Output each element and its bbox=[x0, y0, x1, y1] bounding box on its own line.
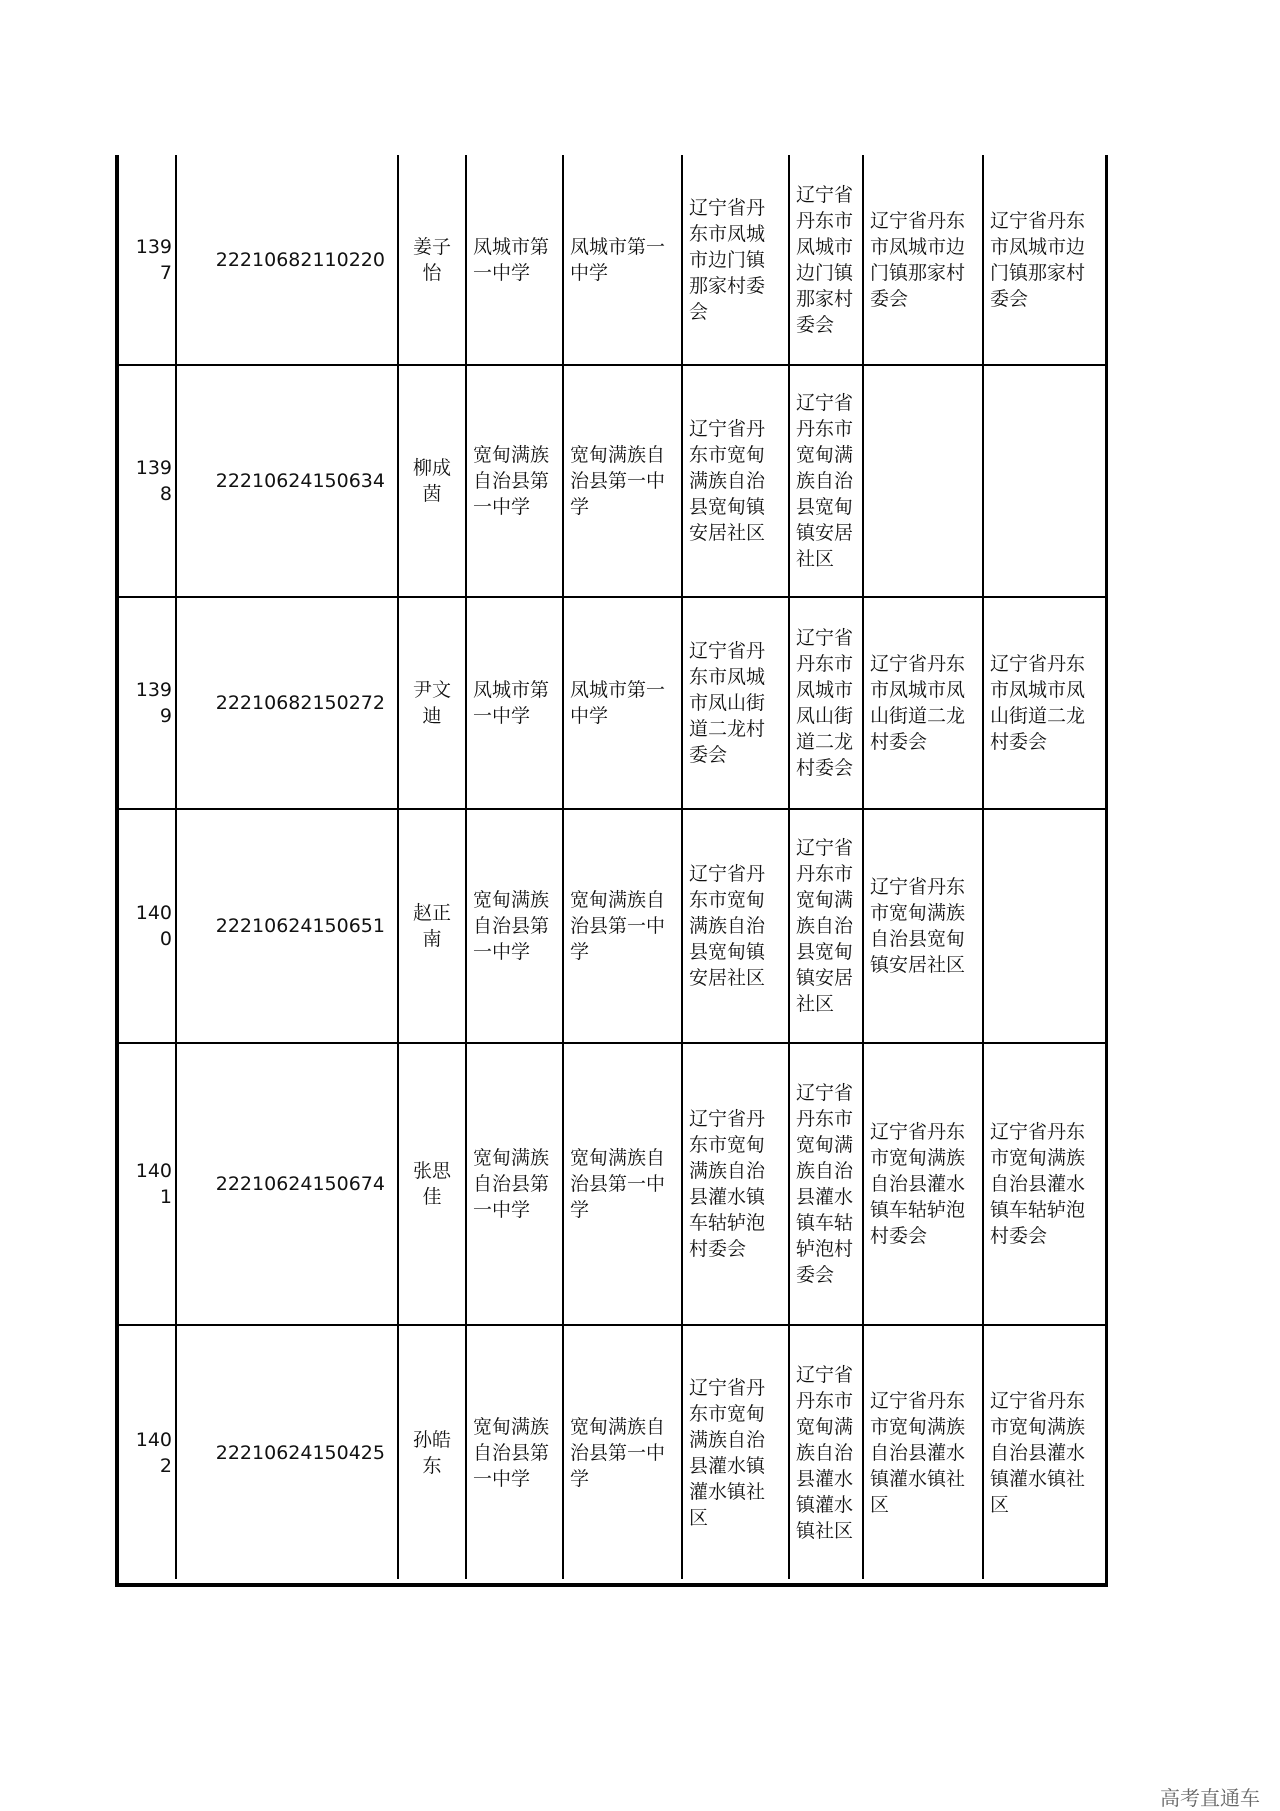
address-2: 辽宁省丹东市宽甸满族自治县灌水镇车轱轳泡村委会 bbox=[789, 1043, 863, 1325]
row-index: 1402 bbox=[119, 1325, 176, 1579]
address-3: 辽宁省丹东市凤城市凤山街道二龙村委会 bbox=[863, 597, 983, 809]
school-name: 宽甸满族自治县第一中学 bbox=[466, 1043, 563, 1325]
address-2: 辽宁省丹东市宽甸满族自治县灌水镇灌水镇社区 bbox=[789, 1325, 863, 1579]
student-name: 孙皓东 bbox=[398, 1325, 466, 1579]
address-1: 辽宁省丹东市宽甸满族自治县灌水镇车轱轳泡村委会 bbox=[682, 1043, 789, 1325]
row-index: 1397 bbox=[135, 235, 172, 284]
table-row bbox=[119, 809, 1105, 1043]
roster-table bbox=[115, 155, 1108, 1587]
exam-number: 22210682150272 bbox=[176, 597, 398, 809]
address-3: 辽宁省丹东市宽甸满族自治县灌水镇灌水镇社区 bbox=[863, 1325, 983, 1579]
school-name: 宽甸满族自治县第一中学 bbox=[466, 365, 563, 597]
table-row bbox=[119, 1325, 1105, 1579]
exam-number: 22210682110220 bbox=[176, 155, 398, 365]
address-2: 辽宁省丹东市宽甸满族自治县宽甸镇安居社区 bbox=[789, 365, 863, 597]
address-3: 辽宁省丹东市宽甸满族自治县宽甸镇安居社区 bbox=[863, 809, 983, 1043]
address-4 bbox=[983, 809, 1105, 1043]
row-index: 1399 bbox=[119, 597, 176, 809]
school-name-2: 宽甸满族自治县第一中学 bbox=[563, 1043, 682, 1325]
address-1: 辽宁省丹东市宽甸满族自治县灌水镇灌水镇社区 bbox=[682, 1325, 789, 1579]
address-4: 辽宁省丹东市宽甸满族自治县灌水镇车轱轳泡村委会 bbox=[983, 1043, 1105, 1325]
table-row bbox=[119, 155, 1105, 365]
student-name: 尹文迪 bbox=[398, 597, 466, 809]
row-index: 1401 bbox=[119, 1043, 176, 1325]
row-index: 1400 bbox=[119, 809, 176, 1043]
address-2: 辽宁省丹东市宽甸满族自治县宽甸镇安居社区 bbox=[789, 809, 863, 1043]
address-4: 辽宁省丹东市凤城市凤山街道二龙村委会 bbox=[983, 597, 1105, 809]
table-row bbox=[119, 597, 1105, 809]
exam-number: 22210624150425 bbox=[176, 1325, 398, 1579]
address-2: 辽宁省丹东市凤城市边门镇那家村委会 bbox=[789, 155, 863, 365]
address-4: 辽宁省丹东市凤城市边门镇那家村委会 bbox=[983, 155, 1105, 365]
exam-number: 22210624150651 bbox=[176, 809, 398, 1043]
address-1: 辽宁省丹东市宽甸满族自治县宽甸镇安居社区 bbox=[682, 809, 789, 1043]
address-1: 辽宁省丹东市凤城市边门镇那家村委会 bbox=[682, 155, 789, 365]
student-name: 柳成茵 bbox=[398, 365, 466, 597]
school-name-2: 宽甸满族自治县第一中学 bbox=[563, 809, 682, 1043]
address-3 bbox=[863, 365, 983, 597]
exam-number: 22210624150674 bbox=[176, 1043, 398, 1325]
exam-number: 22210624150634 bbox=[176, 365, 398, 597]
address-4 bbox=[983, 365, 1105, 597]
address-3: 辽宁省丹东市宽甸满族自治县灌水镇车轱轳泡村委会 bbox=[863, 1043, 983, 1325]
address-3: 辽宁省丹东市凤城市边门镇那家村委会 bbox=[863, 155, 983, 365]
student-name: 姜子怡 bbox=[398, 155, 466, 365]
school-name-2: 宽甸满族自治县第一中学 bbox=[563, 1325, 682, 1579]
table-row bbox=[119, 1043, 1105, 1325]
watermark-text: 高考直通车 bbox=[1160, 1786, 1260, 1810]
table-row bbox=[119, 365, 1105, 597]
school-name: 凤城市第一中学 bbox=[466, 597, 563, 809]
school-name: 凤城市第一中学 bbox=[466, 155, 563, 365]
school-name: 宽甸满族自治县第一中学 bbox=[466, 809, 563, 1043]
school-name-2: 凤城市第一中学 bbox=[563, 155, 682, 365]
address-2: 辽宁省丹东市凤城市凤山街道二龙村委会 bbox=[789, 597, 863, 809]
address-4: 辽宁省丹东市宽甸满族自治县灌水镇灌水镇社区 bbox=[983, 1325, 1105, 1579]
school-name-2: 宽甸满族自治县第一中学 bbox=[563, 365, 682, 597]
school-name-2: 凤城市第一中学 bbox=[563, 597, 682, 809]
student-name: 赵正南 bbox=[398, 809, 466, 1043]
address-1: 辽宁省丹东市宽甸满族自治县宽甸镇安居社区 bbox=[682, 365, 789, 597]
school-name: 宽甸满族自治县第一中学 bbox=[466, 1325, 563, 1579]
address-1: 辽宁省丹东市凤城市凤山街道二龙村委会 bbox=[682, 597, 789, 809]
row-index: 1398 bbox=[119, 365, 176, 597]
student-name: 张思佳 bbox=[398, 1043, 466, 1325]
